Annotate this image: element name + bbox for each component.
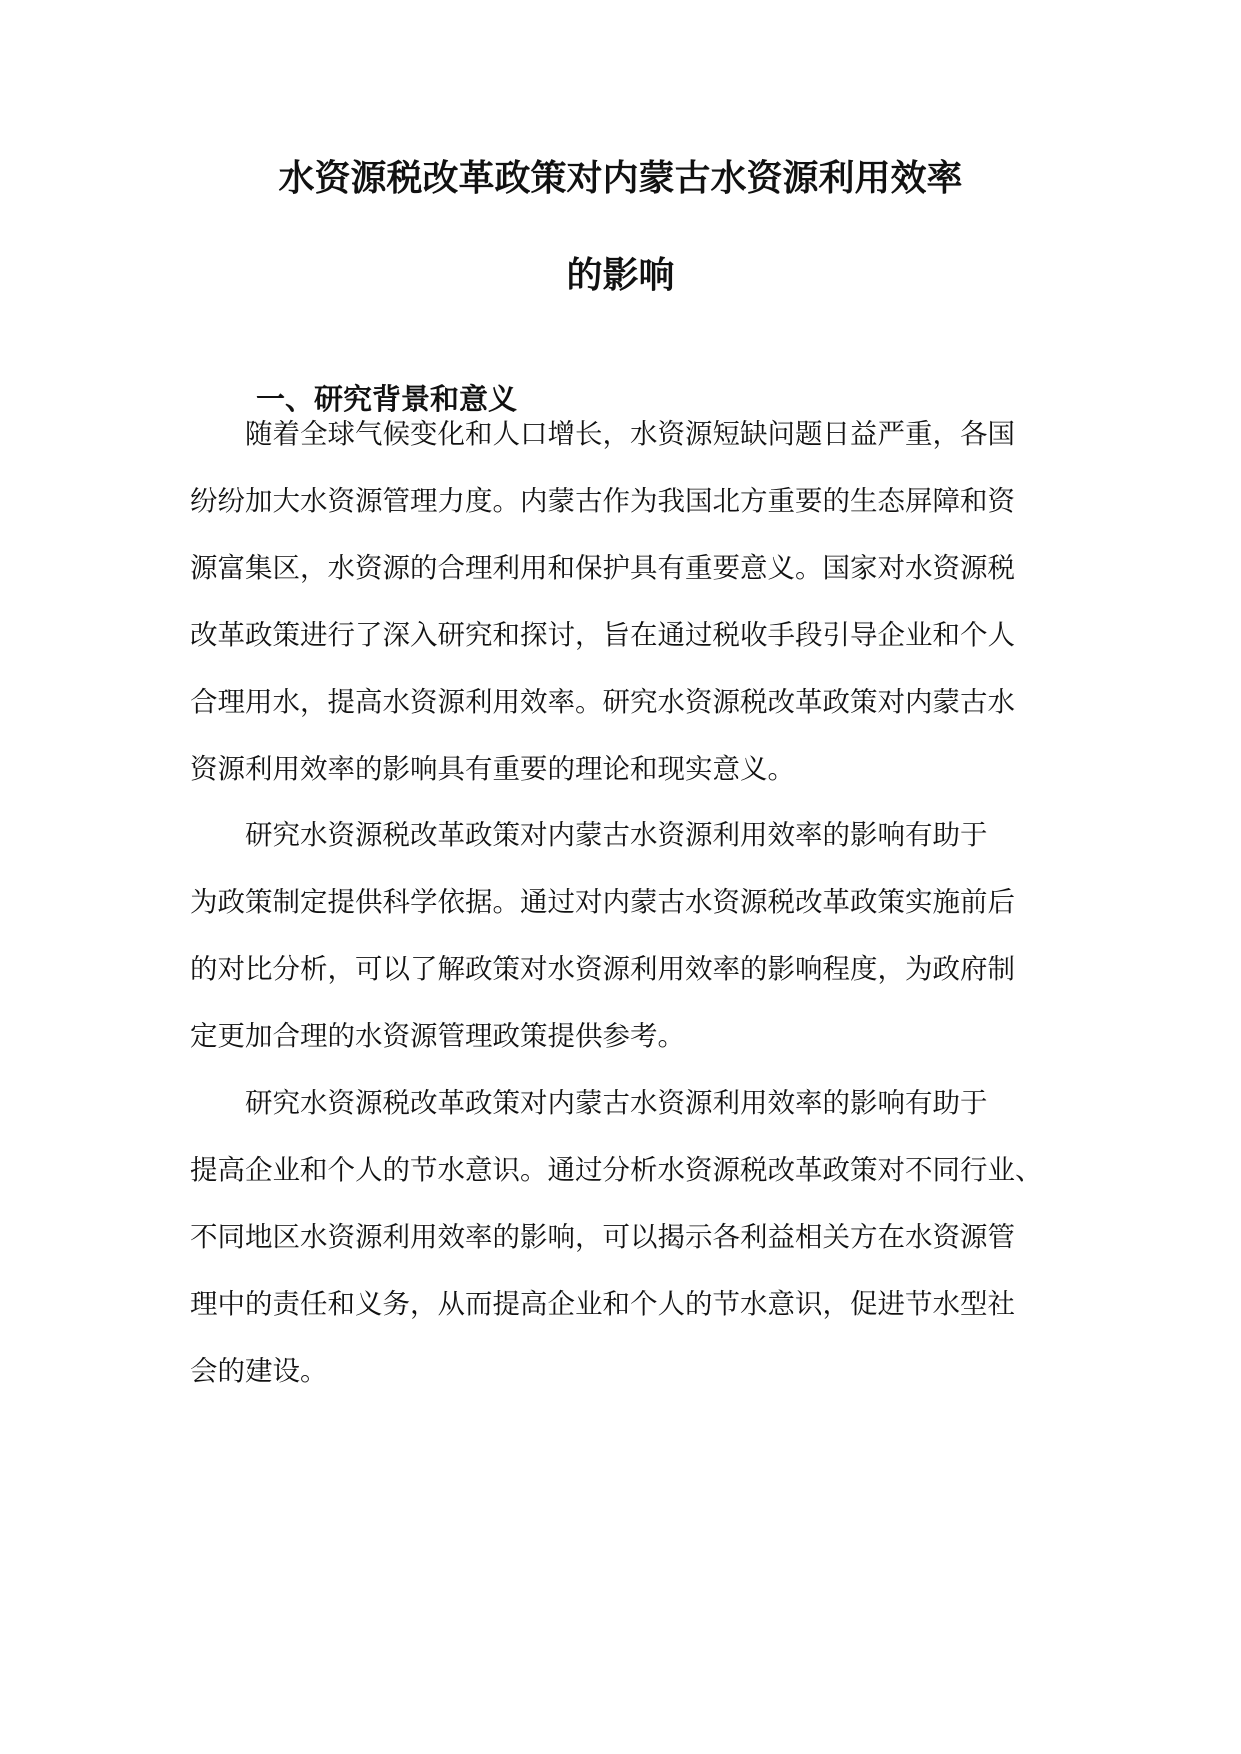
paragraph-1-line-2: 纷纷加大水资源管理力度。内蒙古作为我国北方重要的生态屏障和资 [190, 485, 1015, 517]
paragraph-3-line-1: 研究水资源税改革政策对内蒙古水资源利用效率的影响有助于 [245, 1087, 988, 1119]
paragraph-1-line-6: 资源利用效率的影响具有重要的理论和现实意义。 [190, 753, 795, 785]
paragraph-2-line-4: 定更加合理的水资源管理政策提供参考。 [190, 1020, 685, 1052]
paragraph-2-line-1: 研究水资源税改革政策对内蒙古水资源利用效率的影响有助于 [245, 819, 988, 851]
paragraph-3-line-5: 会的建设。 [190, 1355, 328, 1387]
paragraph-1-line-1: 随着全球气候变化和人口增长，水资源短缺问题日益严重，各国 [245, 418, 1015, 450]
section-heading: 一、研究背景和意义 [256, 382, 518, 416]
paragraph-2-line-3: 的对比分析，可以了解政策对水资源利用效率的影响程度，为政府制 [190, 953, 1015, 985]
document-title-line-2: 的影响 [566, 255, 675, 296]
paragraph-3-line-4: 理中的责任和义务，从而提高企业和个人的节水意识，促进节水型社 [190, 1288, 1015, 1320]
paragraph-1-line-3: 源富集区，水资源的合理利用和保护具有重要意义。国家对水资源税 [190, 552, 1015, 584]
paragraph-2-line-2: 为政策制定提供科学依据。通过对内蒙古水资源税改革政策实施前后 [190, 886, 1015, 918]
paragraph-3-line-2: 提高企业和个人的节水意识。通过分析水资源税改革政策对不同行业、 [190, 1154, 1043, 1186]
paragraph-3-line-3: 不同地区水资源利用效率的影响，可以揭示各利益相关方在水资源管 [190, 1221, 1015, 1253]
paragraph-1-line-4: 改革政策进行了深入研究和探讨，旨在通过税收手段引导企业和个人 [190, 619, 1015, 651]
document-title-line-1: 水资源税改革政策对内蒙古水资源利用效率 [278, 158, 963, 199]
paragraph-1-line-5: 合理用水，提高水资源利用效率。研究水资源税改革政策对内蒙古水 [190, 686, 1015, 718]
